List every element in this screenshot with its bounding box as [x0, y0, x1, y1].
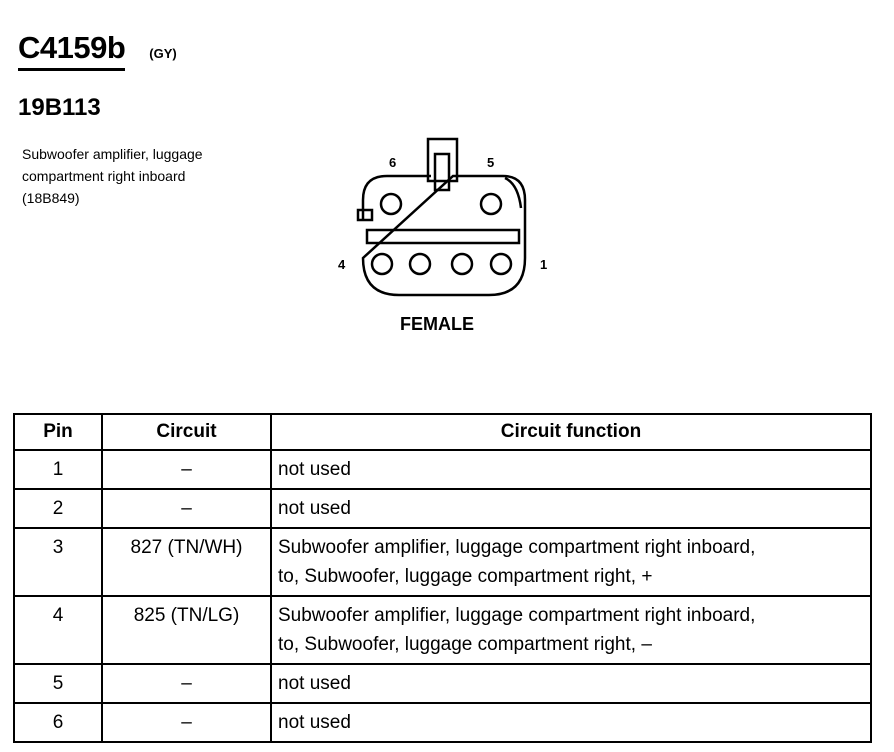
- table-row: [14, 664, 871, 703]
- table-header-row: [14, 414, 871, 450]
- pin-cell: 2: [14, 489, 102, 528]
- cavity-4: [372, 254, 392, 274]
- cavity-3: [410, 254, 430, 274]
- description-line: Subwoofer amplifier, luggage: [22, 146, 203, 162]
- pin-label-5: 5: [487, 155, 495, 170]
- connector-diagram: [325, 130, 575, 340]
- table-row: [14, 450, 871, 489]
- connector-id: C4159b: [18, 30, 125, 71]
- description-line: compartment right inboard: [22, 168, 186, 184]
- function-cell: [271, 664, 871, 703]
- color-code: (GY): [149, 46, 177, 61]
- function-cell: [271, 450, 871, 489]
- function-line: to, Subwoofer, luggage compartment right, +: [278, 566, 653, 587]
- header-circuit: Circuit: [102, 414, 271, 450]
- circuit-cell: 827 (TN/WH): [102, 528, 271, 596]
- polarization-notch: [358, 210, 372, 220]
- circuit-cell: –: [102, 664, 271, 703]
- table-row: [14, 489, 871, 528]
- part-number: 19B113: [18, 94, 101, 121]
- table-row: [14, 703, 871, 742]
- function-line: to, Subwoofer, luggage compartment right, –: [278, 634, 652, 655]
- connector-description: [22, 143, 203, 209]
- pin-cell: 3: [14, 528, 102, 596]
- pin-cell: 1: [14, 450, 102, 489]
- description-line: (18B849): [22, 190, 80, 206]
- circuit-cell: 825 (TN/LG): [102, 596, 271, 664]
- function-cell: [271, 528, 871, 596]
- cavity-2: [452, 254, 472, 274]
- function-line: not used: [278, 459, 351, 480]
- function-cell: [271, 596, 871, 664]
- function-line: not used: [278, 498, 351, 519]
- function-cell: [271, 703, 871, 742]
- title-row: [18, 30, 177, 71]
- gender-label: FEMALE: [400, 314, 474, 334]
- pin-cell: 6: [14, 703, 102, 742]
- connector-face-drawing: [325, 130, 575, 340]
- cavity-1: [491, 254, 511, 274]
- pin-cell: 5: [14, 664, 102, 703]
- table-row: [14, 528, 871, 596]
- pinout-table: [13, 413, 872, 743]
- pin-label-1: 1: [540, 257, 548, 272]
- function-line: Subwoofer amplifier, luggage compartment right inboard,: [278, 537, 756, 558]
- locking-tab: [428, 139, 457, 181]
- circuit-cell: –: [102, 450, 271, 489]
- function-line: not used: [278, 673, 351, 694]
- function-line: Subwoofer amplifier, luggage compartment right inboard,: [278, 605, 756, 626]
- circuit-cell: –: [102, 703, 271, 742]
- table-row: [14, 596, 871, 664]
- header-pin: Pin: [14, 414, 102, 450]
- cavity-5: [481, 194, 501, 214]
- function-cell: [271, 489, 871, 528]
- circuit-cell: –: [102, 489, 271, 528]
- pin-label-6: 6: [389, 155, 397, 170]
- pin-label-4: 4: [338, 257, 346, 272]
- header-circuit-function: Circuit function: [271, 414, 871, 450]
- cavity-6: [381, 194, 401, 214]
- function-line: not used: [278, 712, 351, 733]
- pin-cell: 4: [14, 596, 102, 664]
